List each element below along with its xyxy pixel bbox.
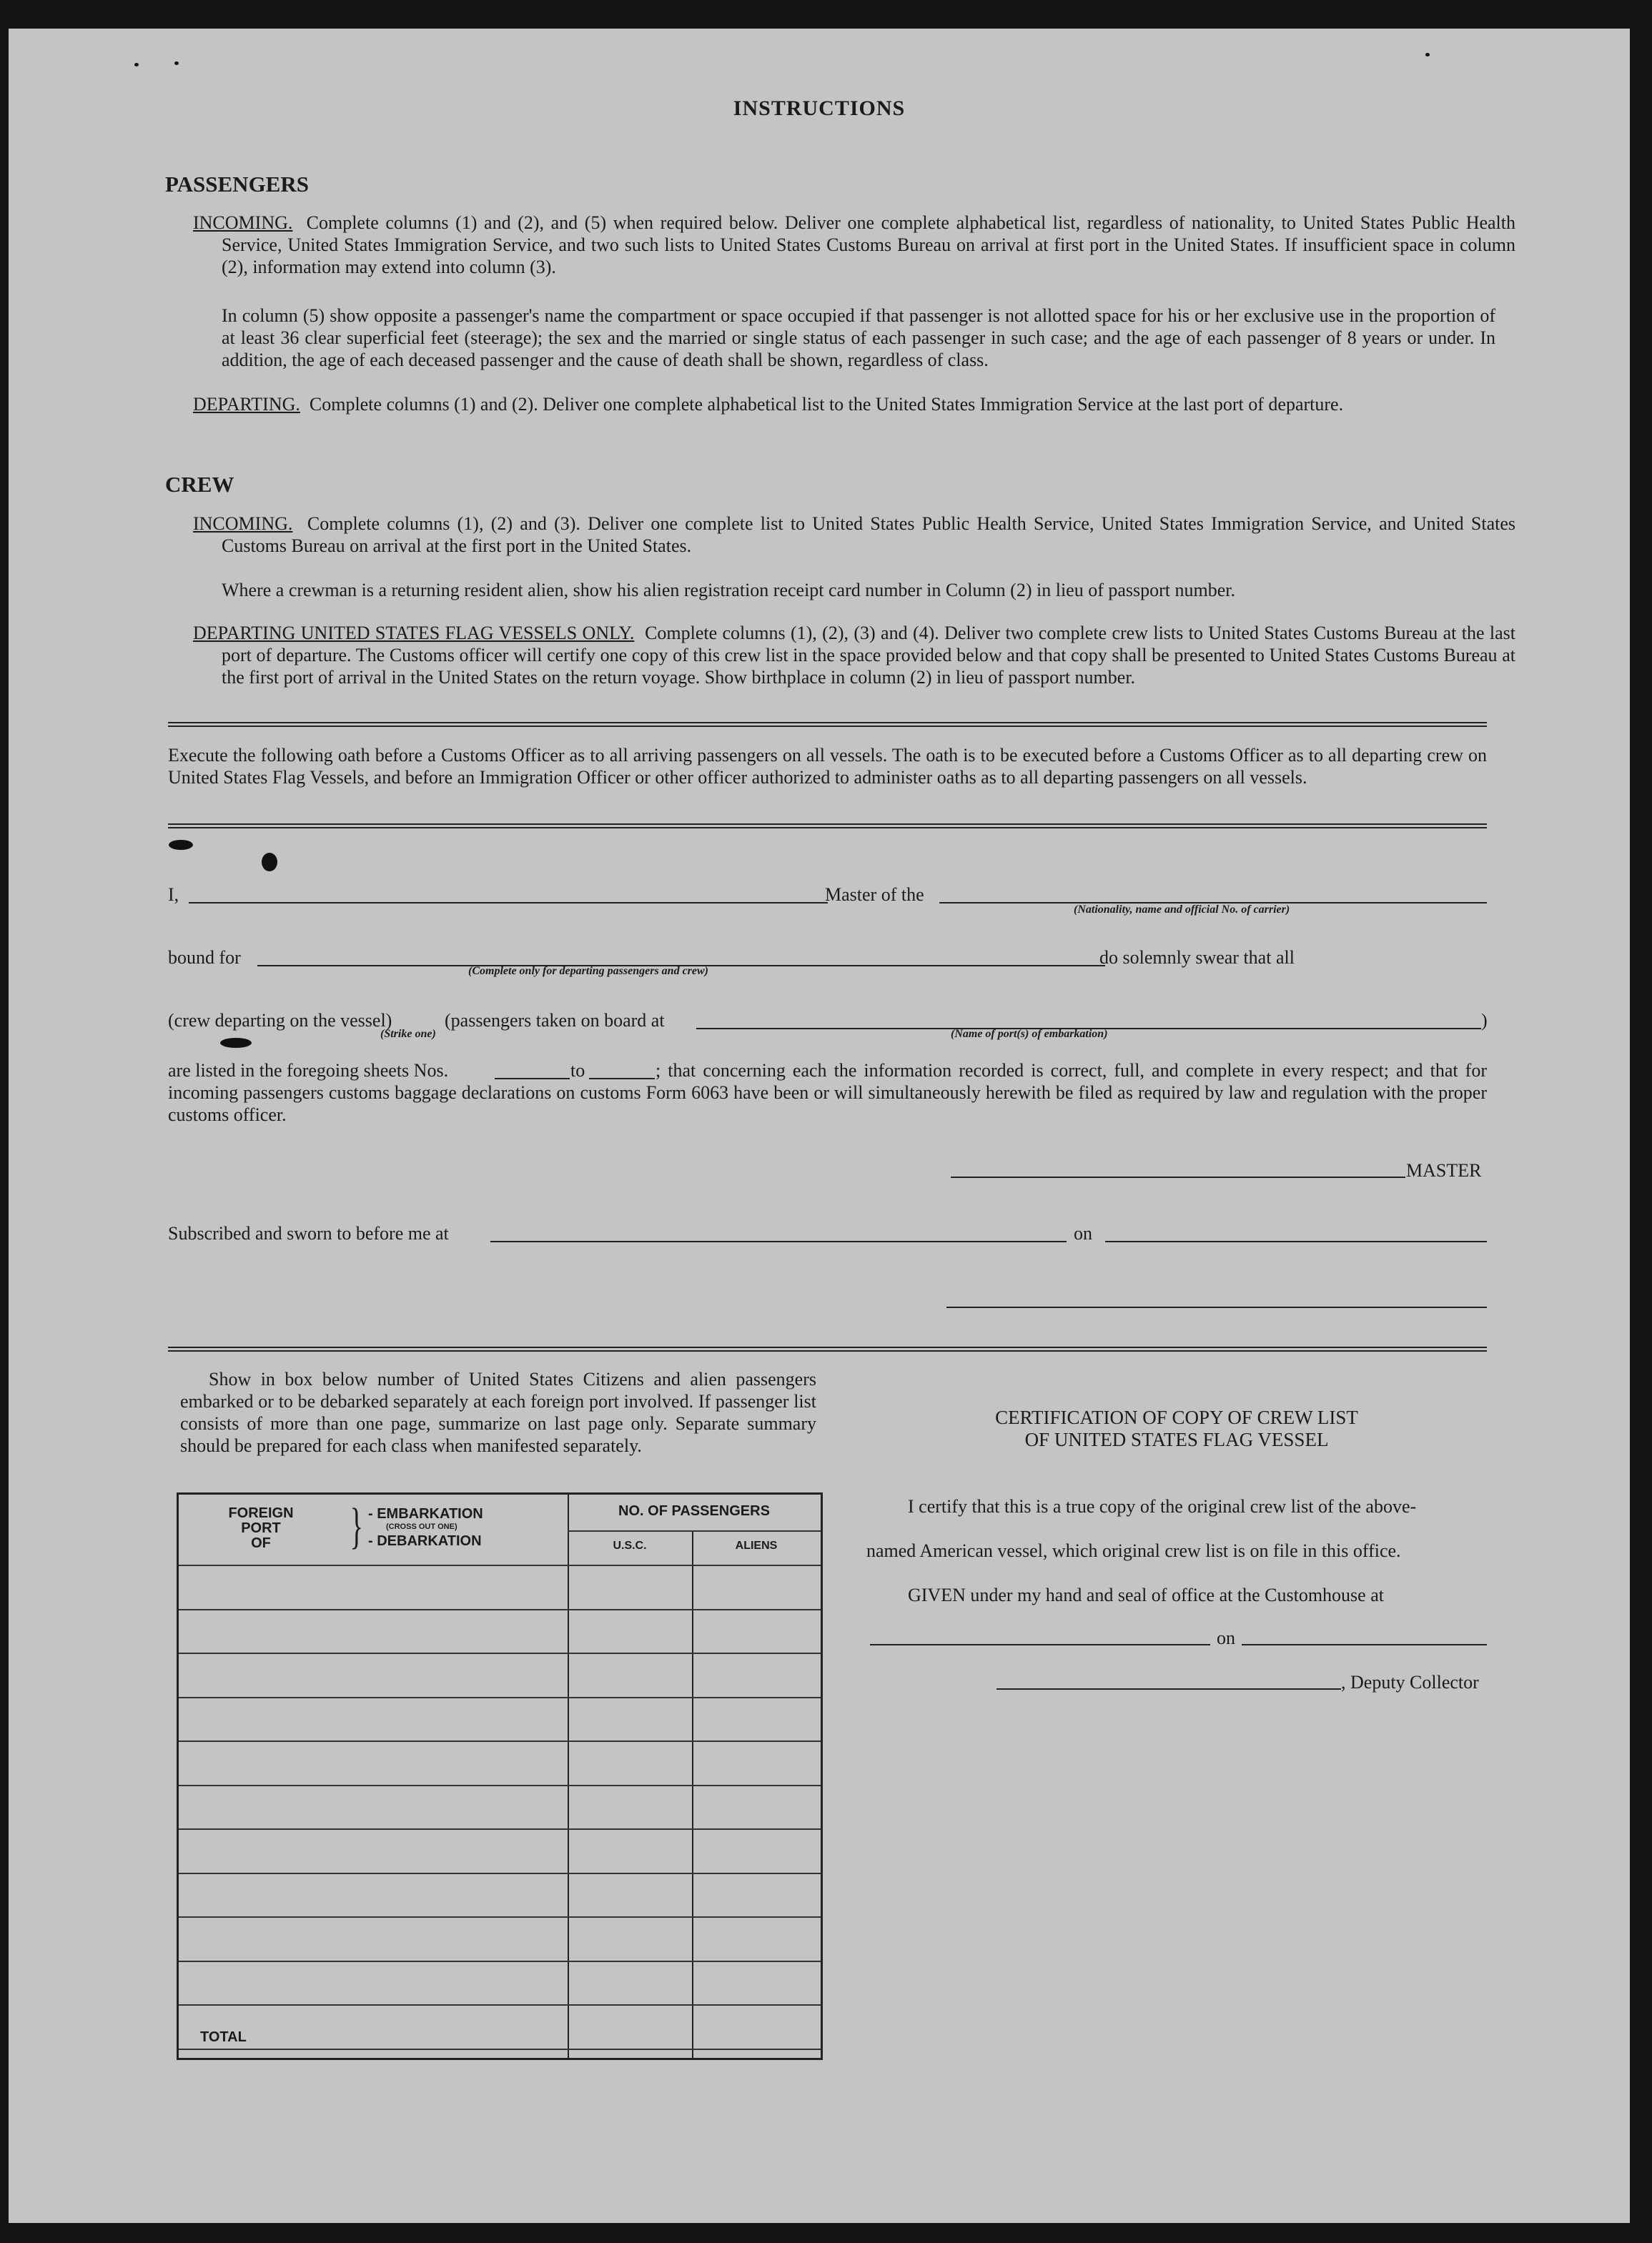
- nationality-caption: (Nationality, name and official No. of carrier): [1074, 903, 1290, 916]
- customhouse-field[interactable]: [870, 1644, 1210, 1645]
- listed-label: are listed in the foregoing sheets Nos.: [168, 1060, 449, 1081]
- sworn-on-label: on: [1074, 1223, 1092, 1244]
- table-row-line: [179, 1697, 821, 1698]
- passengers-departing-text: Complete columns (1) and (2). Deliver one complete alphabetical list to the United States Immigration Service at the last port of departure.: [309, 394, 1344, 415]
- listed-rest-text: ; that concerning each the information recorded is correct, full, and complete in every respect; and that for incoming passengers customs baggage declarations on customs Form 6063 have been or will simultaneously herewith be filed as required by law and regulation with the proper customs officer.: [168, 1060, 1487, 1125]
- ink-blot: [220, 1038, 252, 1048]
- divider-rule: [168, 722, 1487, 727]
- crew-departing-option: (crew departing on the vessel): [168, 1010, 392, 1031]
- table-row-line: [179, 1873, 821, 1874]
- embarkation-header: - EMBARKATION: [368, 1506, 483, 1522]
- crew-departing-text: Complete columns (1), (2), (3) and (4). Deliver two complete crew lists to United States Customs Bureau at the last port of departure. The Customs officer will certify one copy of this crew list in the space provided below and that copy shall be presented to United States Customs Bureau at the first port of arrival in the United States on the return voyage. Show birthplace in column (2) in lieu of passport number.: [222, 623, 1516, 688]
- speck: [1425, 53, 1430, 56]
- passengers-departing-label: DEPARTING.: [193, 394, 300, 415]
- table-row-line: [179, 1828, 821, 1830]
- passengers-taken-option: (passengers taken on board at: [445, 1010, 665, 1031]
- certification-title-line1: CERTIFICATION OF COPY OF CREW LIST: [995, 1407, 1358, 1428]
- ink-blot: [262, 853, 277, 871]
- crew-incoming-text: Complete columns (1), (2) and (3). Deliver one complete list to United States Public Health Service, United States Immigration Service, and United States Customs Bureau on arrival at the first port in the United States.: [222, 513, 1515, 556]
- divider-rule: [168, 1347, 1487, 1352]
- table-row-line: [179, 1741, 821, 1742]
- passenger-summary-table: [177, 1492, 823, 2060]
- crew-incoming-paragraph: [193, 513, 1515, 557]
- crew-departing-label: DEPARTING UNITED STATES FLAG VESSELS ONLY.: [193, 623, 635, 643]
- swear-label: do solemnly swear that all: [1099, 947, 1295, 968]
- crew-incoming-label: INCOMING.: [193, 513, 293, 534]
- crew-heading: CREW: [165, 472, 234, 497]
- port-caption: (Name of port(s) of embarkation): [951, 1028, 1108, 1040]
- certification-line2: named American vessel, which original crew list is on file in this office.: [866, 1540, 1401, 1561]
- certification-on-label: on: [1217, 1628, 1235, 1648]
- bound-for-label: bound for: [168, 947, 241, 968]
- brace: }: [350, 1499, 364, 1554]
- table-row-line: [179, 2004, 821, 2006]
- deputy-collector-label: , Deputy Collector: [1341, 1672, 1479, 1693]
- table-row-line: [179, 1785, 821, 1786]
- close-paren: ): [1481, 1010, 1488, 1031]
- sworn-date-field[interactable]: [1105, 1241, 1487, 1242]
- master-name-field[interactable]: [189, 902, 828, 903]
- master-of-label: Master of the: [825, 884, 924, 905]
- oath-i-label: I,: [168, 884, 179, 905]
- aliens-header: ALIENS: [735, 1540, 778, 1552]
- summary-paragraph: Show in box below number of United States Citizens and alien passengers embarked or to be debarked separately at each foreign port involved. If passenger list consists of more than one page, summarize on last page only. Separate summary should be prepared for each class when manifested separately.: [180, 1369, 816, 1456]
- strike-one-caption: (Strike one): [380, 1028, 436, 1040]
- crew-departing-paragraph: [193, 622, 1515, 688]
- divider-rule: [168, 823, 1487, 828]
- page-title: INSTRUCTIONS: [733, 96, 906, 120]
- speck: [134, 63, 139, 66]
- certification-line3: GIVEN under my hand and seal of office at the Customhouse at: [908, 1585, 1384, 1605]
- total-label: TOTAL: [200, 2029, 247, 2045]
- certification-line1: I certify that this is a true copy of the original crew list of the above-: [908, 1496, 1417, 1517]
- table-row-line: [179, 1961, 821, 1962]
- table-row-line: [179, 1916, 821, 1918]
- passengers-departing-paragraph: [193, 393, 1515, 415]
- speck: [174, 61, 179, 65]
- foreign-port-header: FOREIGN PORT OF: [228, 1505, 294, 1551]
- cross-out-header: (CROSS OUT ONE): [386, 1522, 457, 1531]
- sworn-place-field[interactable]: [490, 1241, 1067, 1242]
- master-label: MASTER: [1406, 1160, 1482, 1181]
- oath-intro-paragraph: Execute the following oath before a Customs Officer as to all arriving passengers on all vessels. The oath is to be executed before a Customs Officer as to all departing crew on United States Flag Vessels, and before an Immigration Officer or other officer authorized to administer oaths as to all departing passengers on all vessels.: [168, 745, 1487, 788]
- subscribed-label: Subscribed and sworn to before me at: [168, 1223, 449, 1244]
- table-row-line: [179, 1653, 821, 1654]
- crew-resident-paragraph: Where a crewman is a returning resident alien, show his alien registration receipt card number in Column (2) in lieu of passport number.: [222, 580, 1236, 600]
- certification-title-line2: OF UNITED STATES FLAG VESSEL: [1024, 1429, 1329, 1450]
- passengers-heading: PASSENGERS: [165, 172, 309, 197]
- passengers-column5-paragraph: In column (5) show opposite a passenger's name the compartment or space occupied if that passenger is not allotted space for his or her exclusive use in the proportion of at least 36 clear superficial feet (steerage); the sex and the married or single status of each passenger in such case; and the age of each passenger of 8 years or under. In addition, the age of each deceased passenger and the cause of death shall be shown, regardless of class.: [222, 305, 1495, 370]
- no-of-passengers-header: NO. OF PASSENGERS: [618, 1503, 770, 1519]
- officer-signature-field[interactable]: [946, 1307, 1487, 1308]
- passengers-incoming-text: Complete columns (1) and (2), and (5) when required below. Deliver one complete alphabetical list, regardless of nationality, to United States Public Health Service, United States Immigration Service, and two such lists to United States Customs Bureau on arrival at first port in the United States. If insufficient space in column (2), information may extend into column (3).: [222, 212, 1515, 277]
- master-signature-field[interactable]: [951, 1177, 1405, 1178]
- deputy-signature-field[interactable]: [996, 1688, 1341, 1690]
- passengers-incoming-paragraph: [193, 212, 1515, 278]
- to-label: to: [570, 1060, 585, 1081]
- certification-date-field[interactable]: [1242, 1644, 1487, 1645]
- ink-blot: [169, 840, 193, 850]
- usc-header: U.S.C.: [613, 1540, 647, 1552]
- certification-title: [866, 1407, 1487, 1451]
- passengers-incoming-label: INCOMING.: [193, 212, 293, 233]
- table-row-line: [179, 2049, 821, 2050]
- table-row-line: [179, 1609, 821, 1610]
- complete-only-caption: (Complete only for departing passengers and crew): [468, 965, 708, 977]
- form-page: [9, 29, 1630, 2223]
- debarkation-header: - DEBARKATION: [368, 1533, 482, 1549]
